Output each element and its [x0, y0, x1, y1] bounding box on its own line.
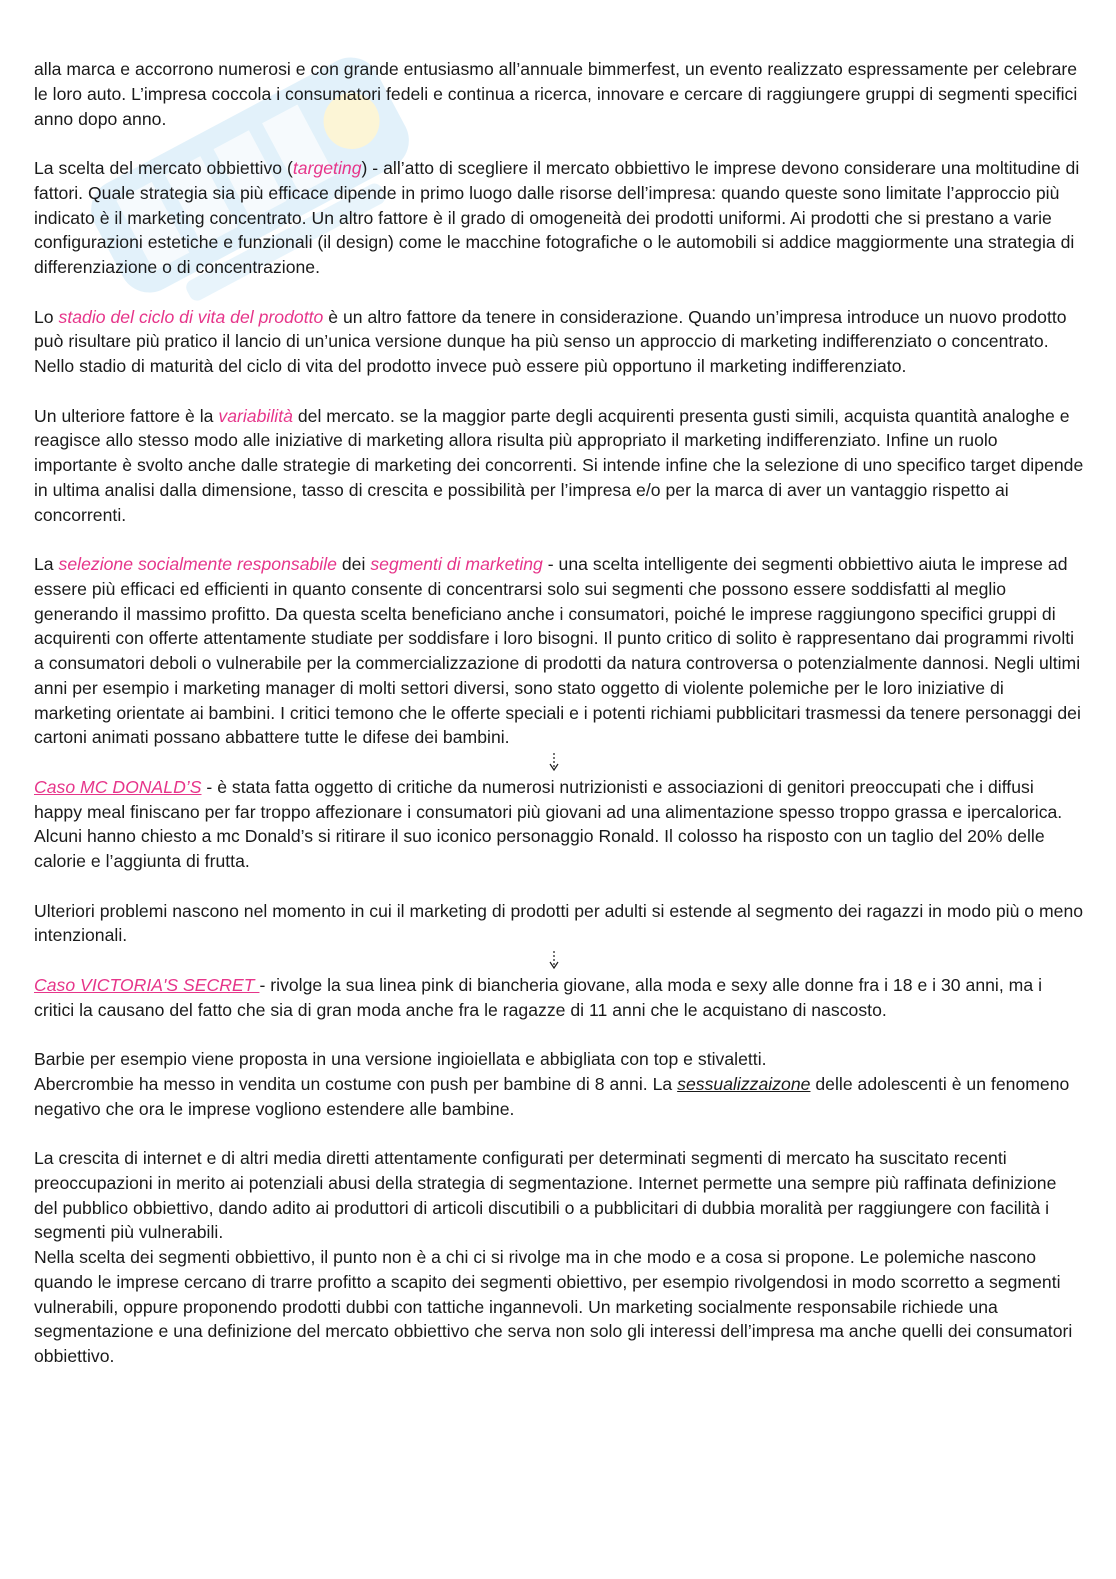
- case-link-mcdonalds: Caso MC DONALD’S: [34, 776, 202, 797]
- down-arrow-icon: [34, 948, 1084, 973]
- highlight-term: targeting: [292, 158, 362, 178]
- paragraph: La selezione socialmente responsabile dei segmenti di marketing - una scelta intelligente dei segmenti obbiettivo aiuta le imprese ad essere più efficaci ed efficienti in quanto consente di concentrarsi solo sui segmenti che possono essere soddisfatti al meglio generando il massimo profitto. Da questa scelta beneficiano anche i consumatori, poiché le imprese raggiungono specifici gruppi di acquirenti con offerte attentamente studiate per soddisfare i loro bisogni. Il punto critico di solito è rappresentano dai programmi rivolti a consumatori deboli o vulnerabile per la commercializzazione di prodotti da natura controversa o potenzialmente dannosi. Negli ultimi anni per esempio i marketing manager di molti settori diversi, sono stato oggetto di violente polemiche per le loro iniziative di marketing orientate ai bambini. I critici temono che le offerte speciali e i potenti richiami pubblicitari trasmessi da tenere personaggi dei cartoni animati possano abbattere tutte le difese dei bambini.: [34, 554, 1081, 748]
- paragraph: Lo stadio del ciclo di vita del prodotto è un altro fattore da tenere in considerazione. Quando un’impresa introduce un nuovo prodotto può risultare più pratico il lancio di un’unica versione dunque ha più senso un approccio di marketing indifferenziato o concentrato. Nello stadio di maturità del ciclo di vita del prodotto invece può essere più opportuno il marketing indifferenziato.: [34, 306, 1067, 376]
- highlight-term: variabilità: [218, 405, 293, 426]
- paragraph: alla marca e accorrono numerosi e con grande entusiasmo all’annuale bimmerfest, un evento realizzato espressamente per celebrare le loro auto. L’impresa coccola i consumatori fedeli e continua a ricerca, innovare e cercare di raggiungere gruppi di segmenti specifici anno dopo anno.: [34, 59, 1078, 129]
- paragraph: Un ulteriore fattore è la variabilità del mercato. se la maggior parte degli acquirenti presenta gusti simili, acquista quantità analoghe e reagisce allo stesso modo alle iniziative di marketing allora risulta più appropriato il marketing indifferenziato. Infine un ruolo importante è svolto anche dalle strategie di marketing dei concorrenti. Si intende infine che la selezione di uno specifico target dipende in ultima analisi dalla dimensione, tasso di crescita e possibilità per l’impresa e/o per la marca di aver un vantaggio rispetto ai concorrenti.: [34, 405, 1084, 525]
- paragraph: La crescita di internet e di altri media diretti attentamente configurati per determinati segmenti di mercato ha suscitato recenti preoccupazioni in merito ai potenziali abusi della strategia di segmentazione. Internet permette una sempre più raffinata definizione del pubblico obbiettivo, dando adito ai produttori di articoli discutibili o a pubblicitari di dubbia moralità per raggiungere con facilità i segmenti più vulnerabili.: [34, 1148, 1057, 1243]
- paragraph: Ulteriori problemi nascono nel momento in cui il marketing di prodotti per adulti si estende al segmento dei ragazzi in modo più o meno intenzionali.: [34, 900, 1084, 946]
- case-link-victorias-secret: Caso VICTORIA'S SECRET: [34, 974, 260, 995]
- paragraph: Caso VICTORIA'S SECRET - rivolge la sua linea pink di biancheria giovane, alla moda e sexy alle donne fra i 18 e i 30 anni, ma i critici la causano del fatto che sia di gran moda anche fra le ragazze di 11 anni che le acquistano di nascosto.: [34, 974, 1042, 1020]
- underlined-term: sessualizzaizone: [677, 1073, 811, 1094]
- down-arrow-icon: [34, 750, 1084, 775]
- paragraph: Nella scelta dei segmenti obbiettivo, il punto non è a chi ci si rivolge ma in che modo e a cosa si propone. Le polemiche nascono quando le imprese cercano di trarre profitto a scapito dei segmenti obiettivo, per esempio rivolgendosi in modo scorretto a segmenti vulnerabili, oppure proponendo prodotti dubbi con tattiche ingannevoli. Un marketing socialmente responsabile richiede una segmentazione e una definizione del mercato obbiettivo che serva non solo gli interessi dell’impresa ma anche quelli dei consumatori obbiettivo.: [34, 1247, 1073, 1366]
- document-body: [34, 57, 1084, 1369]
- highlight-term: selezione socialmente responsabile: [58, 554, 337, 574]
- paragraph: Abercrombie ha messo in vendita un costume con push per bambine di 8 anni. La sessualizzaizone delle adolescenti è un fenomeno negativo che ora le imprese vogliono estendere alle bambine.: [34, 1073, 1070, 1119]
- highlight-term: stadio del ciclo di vita del prodotto: [58, 306, 324, 327]
- highlight-term: segmenti di marketing: [370, 554, 543, 574]
- paragraph: Barbie per esempio viene proposta in una versione ingioiellata e abbigliata con top e stivaletti.: [34, 1049, 767, 1069]
- paragraph: La scelta del mercato obbiettivo (targeting) - all’atto di scegliere il mercato obbiettivo le imprese devono considerare una moltitudine di fattori. Quale strategia sia più efficace dipende in primo luogo dalle risorse dell’impresa: quando queste sono limitate l’approccio più indicato è il marketing concentrato. Un altro fattore è il grado di omogeneità dei prodotti uniformi. Ai prodotti che si prestano a varie configurazioni estetiche e funzionali (il design) come le macchine fotografiche o le automobili si addice maggiormente una strategia di differenziazione o di concentrazione.: [34, 158, 1080, 277]
- paragraph: Caso MC DONALD’S - è stata fatta oggetto di critiche da numerosi nutrizionisti e associazioni di genitori preoccupati che i diffusi happy meal finiscano per far troppo affezionare i consumatori più giovani ad una alimentazione spesso troppo grassa e ipercalorica. Alcuni hanno chiesto a mc Donald’s si ritirare il suo iconico personaggio Ronald. Il colosso ha risposto con un taglio del 20% delle calorie e l’aggiunta di frutta.: [34, 776, 1063, 871]
